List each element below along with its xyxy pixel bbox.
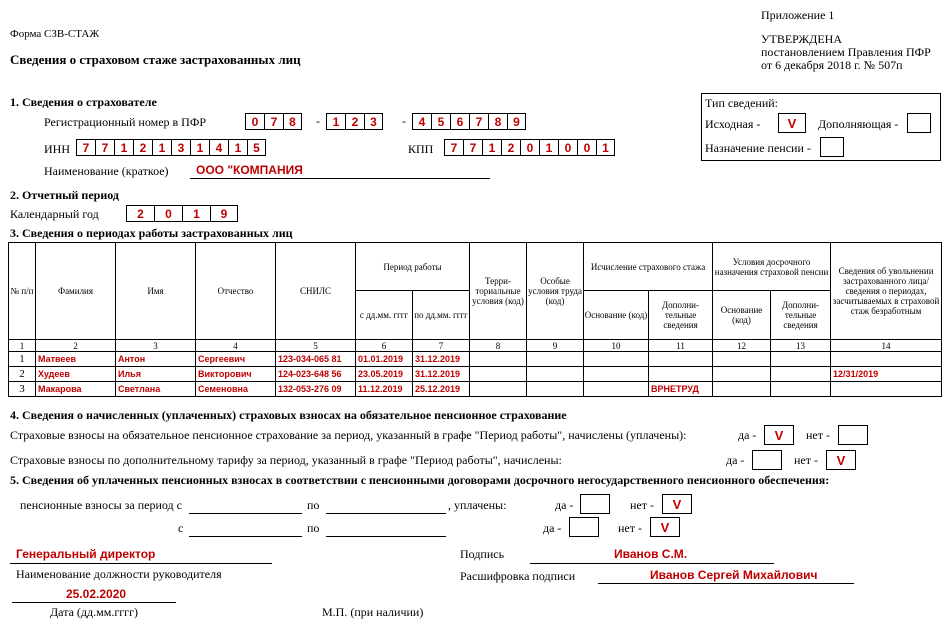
col-from-header: с дд.мм. гггг — [356, 291, 413, 340]
cell-early-basis — [713, 367, 771, 382]
cell-middle: Сергеевич — [196, 352, 276, 367]
approval-line1: постановлением Правления ПФР — [761, 45, 931, 59]
inn-cells[interactable] — [76, 139, 266, 156]
digit-cell: 5 — [431, 113, 450, 130]
table-row[interactable] — [9, 382, 942, 397]
digit-cell: 1 — [190, 139, 209, 156]
cell-dismiss: 12/31/2019 — [831, 367, 942, 382]
col-number: 3 — [116, 340, 196, 352]
year-cells[interactable] — [126, 205, 238, 222]
col-num-header: № п/п — [9, 243, 36, 340]
col-calc-basis-header: Основание (код) — [584, 291, 649, 340]
cell-middle: Викторович — [196, 367, 276, 382]
appendix: Приложение 1 — [761, 8, 835, 22]
reg-part1[interactable] — [245, 113, 302, 130]
cell-terr — [470, 382, 527, 397]
reg-part3[interactable] — [412, 113, 526, 130]
sign-label: Подпись — [460, 547, 505, 561]
digit-cell: 1 — [182, 205, 210, 222]
q1-no-checkbox[interactable] — [838, 425, 868, 445]
col-number: 4 — [196, 340, 276, 352]
cell-early-extra — [771, 352, 831, 367]
dash: - — [402, 114, 406, 128]
col-number: 5 — [276, 340, 356, 352]
cell-terr — [470, 367, 527, 382]
col-number: 2 — [36, 340, 116, 352]
digit-cell: 3 — [171, 139, 190, 156]
col-number: 12 — [713, 340, 771, 352]
reg-part2[interactable] — [326, 113, 383, 130]
table-row[interactable] — [9, 352, 942, 367]
form-name: Форма СЗВ-СТАЖ — [10, 28, 100, 40]
q1-yes-label: да - — [738, 428, 757, 442]
cell-early-extra — [771, 367, 831, 382]
col-last-header: Фамилия — [36, 243, 116, 340]
digit-cell: 2 — [133, 139, 152, 156]
position-underline — [10, 563, 272, 564]
q2-no-checkbox[interactable]: V — [826, 450, 856, 470]
cell-from: 01.01.2019 — [356, 352, 413, 367]
col-number: 14 — [831, 340, 942, 352]
r1-yes-checkbox[interactable] — [580, 494, 610, 514]
initial-checkbox[interactable]: V — [778, 113, 806, 133]
digit-cell: 0 — [154, 205, 182, 222]
q1-yes-checkbox[interactable]: V — [764, 425, 794, 445]
info-type-title: Тип сведений: — [705, 96, 778, 110]
cell-calc-basis — [584, 367, 649, 382]
digit-cell: 1 — [539, 139, 558, 156]
row-num: 1 — [9, 352, 36, 367]
section1-title: 1. Сведения о страхователе — [10, 95, 157, 109]
cell-early-extra — [771, 382, 831, 397]
col-number: 8 — [470, 340, 527, 352]
org-name-label: Наименование (краткое) — [44, 164, 169, 178]
reg-label: Регистрационный номер в ПФР — [44, 115, 206, 129]
dash: - — [316, 114, 320, 128]
q1-no-label: нет - — [806, 428, 830, 442]
digit-cell: 7 — [469, 113, 488, 130]
to-word: по — [307, 498, 320, 512]
digit-cell: 5 — [247, 139, 266, 156]
to-word: по — [307, 521, 320, 535]
r1-no-label: нет - — [630, 498, 654, 512]
period-from-line[interactable] — [189, 536, 302, 537]
pension-checkbox[interactable] — [820, 137, 844, 157]
digit-cell: 9 — [210, 205, 238, 222]
sign-underline — [530, 563, 774, 564]
col-first-header: Имя — [116, 243, 196, 340]
work-periods-table — [8, 242, 942, 397]
initial-label: Исходная - — [705, 117, 761, 131]
org-name-value[interactable]: ООО "КОМПАНИЯ — [196, 163, 303, 177]
supplement-label: Дополняющая - — [818, 117, 899, 131]
col-number: 6 — [356, 340, 413, 352]
digit-cell: 7 — [76, 139, 95, 156]
digit-cell: 1 — [326, 113, 345, 130]
cell-dismiss — [831, 382, 942, 397]
digit-cell: 2 — [345, 113, 364, 130]
stamp-label: М.П. (при наличии) — [322, 605, 424, 619]
cell-calc-extra: ВРНЕТРУД — [649, 382, 713, 397]
decode-value[interactable]: Иванов Сергей Михайлович — [650, 568, 818, 582]
q2-yes-label: да - — [726, 453, 745, 467]
approval-line2: от 6 декабря 2018 г. № 507п — [761, 58, 903, 72]
digit-cell: 8 — [283, 113, 302, 130]
cell-snils: 124-023-648 56 — [276, 367, 356, 382]
digit-cell: 1 — [152, 139, 171, 156]
col-snils-header: СНИЛС — [276, 243, 356, 340]
r1-yes-label: да - — [555, 498, 574, 512]
period-from-line[interactable] — [189, 513, 302, 514]
cell-to: 25.12.2019 — [413, 382, 470, 397]
q2-yes-checkbox[interactable] — [752, 450, 782, 470]
date-value[interactable]: 25.02.2020 — [66, 587, 127, 601]
col-middle-header: Отчество — [196, 243, 276, 340]
approved: УТВЕРЖДЕНА — [761, 32, 843, 46]
cell-calc-basis — [584, 382, 649, 397]
digit-cell: 9 — [507, 113, 526, 130]
cell-special — [527, 352, 584, 367]
cell-early-basis — [713, 352, 771, 367]
section4-title: 4. Сведения о начисленных (уплаченных) страховых взносах на обязательное пенсионное страхование — [10, 408, 567, 422]
inn-label: ИНН — [44, 142, 70, 156]
cell-calc-extra — [649, 367, 713, 382]
paid-word: , уплачены: — [448, 498, 507, 512]
cell-calc-extra — [649, 352, 713, 367]
sign-value[interactable]: Иванов С.М. — [614, 547, 688, 561]
table-row[interactable] — [9, 367, 942, 382]
paid-label: пенсионные взносы за период с — [20, 498, 182, 512]
digit-cell: 2 — [126, 205, 154, 222]
digit-cell: 0 — [520, 139, 539, 156]
position-label: Наименование должности руководителя — [16, 567, 222, 581]
period-to-line[interactable] — [326, 536, 446, 537]
cell-first: Светлана — [116, 382, 196, 397]
digit-cell: 0 — [245, 113, 264, 130]
cell-special — [527, 367, 584, 382]
year-label: Календарный год — [10, 207, 99, 221]
position-value[interactable]: Генеральный директор — [16, 547, 156, 561]
digit-cell: 7 — [463, 139, 482, 156]
digit-cell: 7 — [264, 113, 283, 130]
digit-cell: 4 — [412, 113, 431, 130]
cell-dismiss — [831, 352, 942, 367]
section2-title: 2. Отчетный период — [10, 188, 119, 202]
decode-underline — [598, 583, 854, 584]
col-number: 1 — [9, 340, 36, 352]
supplement-checkbox[interactable] — [907, 113, 931, 133]
col-calc-header: Исчисление страхового стажа — [584, 243, 713, 291]
cell-last: Макарова — [36, 382, 116, 397]
section4-q1: Страховые взносы на обязательное пенсионное страхование за период, указанный в графе "Период работы", начислены (уплачены): — [10, 428, 687, 442]
period-to-line[interactable] — [326, 513, 446, 514]
digit-cell: 0 — [577, 139, 596, 156]
digit-cell: 4 — [209, 139, 228, 156]
col-period-header: Период работы — [356, 243, 470, 291]
col-terr-header: Терри-ториальные условия (код) — [470, 243, 527, 340]
col-early-header: Условия досрочного назначения страховой пенсии — [713, 243, 831, 291]
kpp-cells[interactable] — [444, 139, 615, 156]
digit-cell: 3 — [364, 113, 383, 130]
cell-from: 11.12.2019 — [356, 382, 413, 397]
digit-cell: 1 — [114, 139, 133, 156]
digit-cell: 1 — [228, 139, 247, 156]
col-dismiss-header: Сведения об увольнении застрахованного лица/ сведения о периодах, засчитываемых в страховой стаж безработным — [831, 243, 942, 340]
cell-snils: 132-053-276 09 — [276, 382, 356, 397]
digit-cell: 0 — [558, 139, 577, 156]
cell-to: 31.12.2019 — [413, 367, 470, 382]
date-underline — [12, 602, 176, 603]
r2-no-label: нет - — [618, 521, 642, 535]
cell-terr — [470, 352, 527, 367]
section3-title: 3. Сведения о периодах работы застрахованных лиц — [10, 226, 293, 240]
cell-middle: Семеновна — [196, 382, 276, 397]
digit-cell: 8 — [488, 113, 507, 130]
from-word: с — [178, 521, 184, 535]
form-title: Сведения о страховом стаже застрахованных лиц — [10, 52, 301, 67]
col-number: 11 — [649, 340, 713, 352]
cell-first: Илья — [116, 367, 196, 382]
section5-title: 5. Сведения об уплаченных пенсионных взносах в соответствии с пенсионными договорами досрочного негосударственного пенсионного обеспечения: — [10, 473, 830, 487]
r2-yes-checkbox[interactable] — [569, 517, 599, 537]
org-name-underline — [190, 178, 490, 179]
row-num: 3 — [9, 382, 36, 397]
col-calc-extra-header: Дополни-тельные сведения — [649, 291, 713, 340]
decode-label: Расшифровка подписи — [460, 569, 576, 583]
q2-no-label: нет - — [794, 453, 818, 467]
col-special-header: Особые условия труда (код) — [527, 243, 584, 340]
cell-last: Матвеев — [36, 352, 116, 367]
kpp-label: КПП — [408, 142, 434, 156]
col-number: 9 — [527, 340, 584, 352]
r2-no-checkbox[interactable]: V — [650, 517, 680, 537]
cell-snils: 123-034-065 81 — [276, 352, 356, 367]
cell-first: Антон — [116, 352, 196, 367]
digit-cell: 1 — [482, 139, 501, 156]
digit-cell: 7 — [444, 139, 463, 156]
cell-from: 23.05.2019 — [356, 367, 413, 382]
pension-label: Назначение пенсии - — [705, 141, 811, 155]
cell-last: Худеев — [36, 367, 116, 382]
digit-cell: 6 — [450, 113, 469, 130]
digit-cell: 2 — [501, 139, 520, 156]
date-label: Дата (дд.мм.гггг) — [50, 605, 138, 619]
r2-yes-label: да - — [543, 521, 562, 535]
col-to-header: по дд.мм. гггг — [413, 291, 470, 340]
cell-special — [527, 382, 584, 397]
col-early-basis-header: Основание (код) — [713, 291, 771, 340]
col-number: 7 — [413, 340, 470, 352]
row-num: 2 — [9, 367, 36, 382]
cell-to: 31.12.2019 — [413, 352, 470, 367]
cell-calc-basis — [584, 352, 649, 367]
col-early-extra-header: Дополни-тельные сведения — [771, 291, 831, 340]
digit-cell: 1 — [596, 139, 615, 156]
cell-early-basis — [713, 382, 771, 397]
r1-no-checkbox[interactable]: V — [662, 494, 692, 514]
col-number: 13 — [771, 340, 831, 352]
digit-cell: 7 — [95, 139, 114, 156]
col-number: 10 — [584, 340, 649, 352]
section4-q2: Страховые взносы по дополнительному тарифу за период, указанный в графе "Период работы", начислены: — [10, 453, 562, 467]
